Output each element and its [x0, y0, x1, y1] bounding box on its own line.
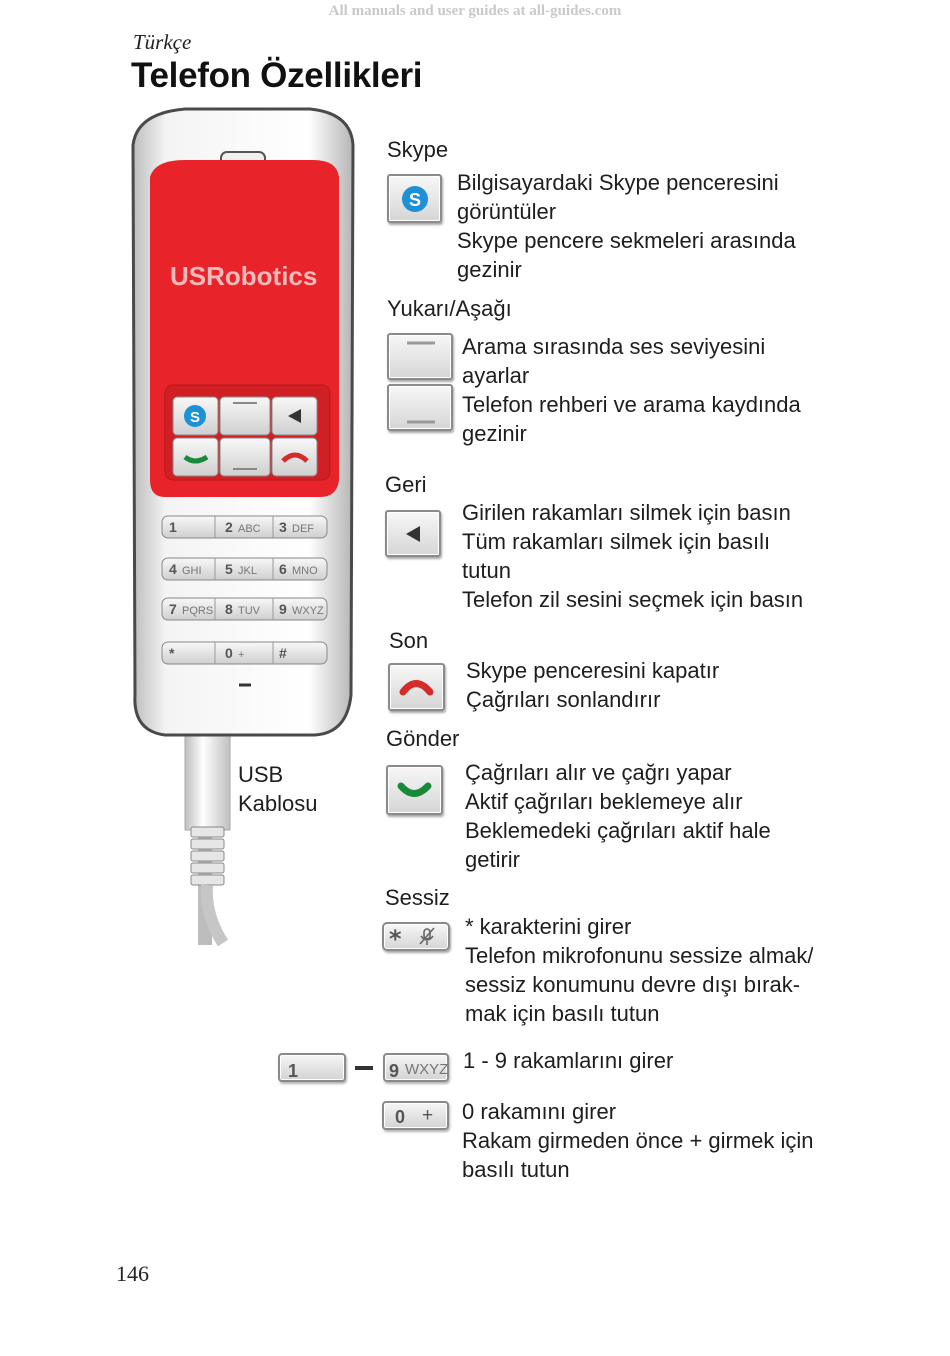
- key-1-number: 1: [288, 1061, 299, 1081]
- watermark: All manuals and user guides at all-guides.com: [328, 3, 622, 19]
- up-key: [387, 333, 453, 380]
- send-desc-line: Aktif çağrıları beklemeye alır: [465, 789, 743, 814]
- updown-description: [462, 332, 801, 448]
- usb-label-line1: USB: [238, 762, 284, 787]
- phone-key-label: 8: [225, 601, 233, 617]
- updown-desc-line: ayarlar: [462, 363, 530, 388]
- phone-key-letters: DEF: [292, 523, 314, 535]
- mute-description: [465, 912, 813, 1028]
- updown-desc-line: gezinir: [462, 421, 527, 446]
- usb-label-line2: Kablosu: [238, 791, 318, 816]
- phone-key-label: 2: [225, 519, 233, 535]
- phone-key-label: 1: [169, 519, 177, 535]
- mute-desc-line: * karakterini girer: [465, 914, 632, 939]
- svg-text:S: S: [409, 190, 422, 210]
- back-desc-line: tutun: [462, 558, 511, 583]
- back-desc-line: Tüm rakamları silmek için basılı: [462, 529, 771, 554]
- skype-desc-line: gezinir: [457, 257, 522, 282]
- send-description: [465, 758, 771, 874]
- skype-desc-line: görüntüler: [457, 199, 557, 224]
- end-description: [466, 656, 719, 714]
- phone-key-letters: PQRS: [182, 605, 214, 617]
- end-call-icon: [390, 665, 443, 709]
- back-key: [385, 510, 441, 557]
- phone-key-label: 6: [279, 561, 287, 577]
- phone-key-label: 7: [169, 601, 177, 617]
- end-desc-line: Çağrıları sonlandırır: [466, 687, 661, 712]
- skype-desc-line: Bilgisayardaki Skype penceresini: [457, 170, 779, 195]
- back-desc-line: Telefon zil sesini seçmek için basın: [462, 587, 804, 612]
- phone-key-label: 5: [225, 561, 233, 577]
- phone-illustration: [125, 105, 370, 955]
- zero-desc-line: Rakam girmeden önce + girmek için: [462, 1128, 814, 1153]
- phone-key-letters: GHI: [182, 565, 202, 577]
- phone-key-letters: MNO: [292, 565, 318, 577]
- end-label: Son: [389, 628, 429, 653]
- updown-desc-line: Telefon rehberi ve arama kaydında: [462, 392, 801, 417]
- mute-desc-line: sessiz konumunu devre dışı bırak-: [465, 972, 801, 997]
- brand-logo: USRobotics: [170, 261, 318, 291]
- mute-label: Sessiz: [385, 885, 450, 910]
- updown-label: Yukarı/Aşağı: [387, 296, 512, 321]
- digits-desc-line: 1 - 9 rakamlarını girer: [463, 1048, 674, 1073]
- send-call-icon: [388, 767, 441, 813]
- phone-key-label: *: [169, 645, 175, 661]
- phone-drawing: [125, 105, 370, 955]
- send-label: Gönder: [386, 726, 460, 751]
- mute-desc-line: Telefon mikrofonunu sessize almak/: [465, 943, 813, 968]
- send-key: [386, 765, 443, 815]
- microphone-muted-icon: [420, 928, 434, 945]
- phone-key-letters: +: [238, 649, 245, 661]
- send-desc-line: getirir: [465, 847, 521, 872]
- key-0: [382, 1101, 449, 1130]
- svg-text:S: S: [190, 409, 201, 426]
- back-description: [462, 498, 803, 614]
- updown-desc-line: Arama sırasında ses seviyesini: [462, 334, 766, 359]
- end-desc-line: Skype penceresini kapatır: [466, 658, 720, 683]
- phone-key-label: #: [279, 645, 287, 661]
- range-dash: [355, 1066, 373, 1070]
- skype-desc-line: Skype pencere sekmeleri arasında: [457, 228, 796, 253]
- skype-key: [387, 174, 442, 223]
- down-line-icon: [389, 386, 451, 429]
- skype-icon: [389, 176, 440, 221]
- skype-description: [457, 168, 796, 284]
- phone-key-letters: WXYZ: [292, 605, 324, 617]
- send-desc-line: Beklemedeki çağrıları aktif hale: [465, 818, 771, 843]
- key-9-letters: WXYZ: [405, 1061, 449, 1078]
- phone-key-label: 9: [279, 601, 287, 617]
- page-title: Telefon Özellikleri: [131, 56, 423, 95]
- key-0-plus: +: [422, 1105, 434, 1126]
- zero-description: [462, 1097, 814, 1184]
- mute-star-icon: [384, 924, 448, 949]
- zero-desc-line: basılı tutun: [462, 1157, 570, 1182]
- phone-key-label: 3: [279, 519, 287, 535]
- mute-desc-line: mak için basılı tutun: [465, 1001, 660, 1026]
- key-0-number: 0: [395, 1107, 406, 1127]
- back-desc-line: Girilen rakamları silmek için basın: [462, 500, 791, 525]
- phone-key-letters: ABC: [238, 523, 261, 535]
- digits-description: [463, 1046, 673, 1075]
- phone-key-letters: TUV: [238, 605, 260, 617]
- usb-cable-label: [238, 760, 318, 818]
- end-key: [388, 663, 445, 711]
- back-arrow-icon: [387, 512, 439, 555]
- zero-desc-line: 0 rakamını girer: [462, 1099, 617, 1124]
- phone-key-label: 0: [225, 645, 233, 661]
- up-line-icon: [389, 335, 451, 378]
- key-1: [278, 1053, 346, 1082]
- svg-text:*: *: [389, 925, 402, 949]
- mute-key: [382, 922, 450, 951]
- send-desc-line: Çağrıları alır ve çağrı yapar: [465, 760, 732, 785]
- cable-strain-relief: [191, 827, 224, 885]
- phone-key-letters: JKL: [238, 565, 257, 577]
- key-9: [383, 1053, 449, 1082]
- back-label: Geri: [385, 472, 427, 497]
- page-number: 146: [116, 1261, 149, 1286]
- language-label: Türkçe: [133, 30, 192, 54]
- down-key: [387, 384, 453, 431]
- phone-key-label: 4: [169, 561, 177, 577]
- key-9-number: 9: [389, 1061, 400, 1081]
- skype-label: Skype: [387, 137, 449, 162]
